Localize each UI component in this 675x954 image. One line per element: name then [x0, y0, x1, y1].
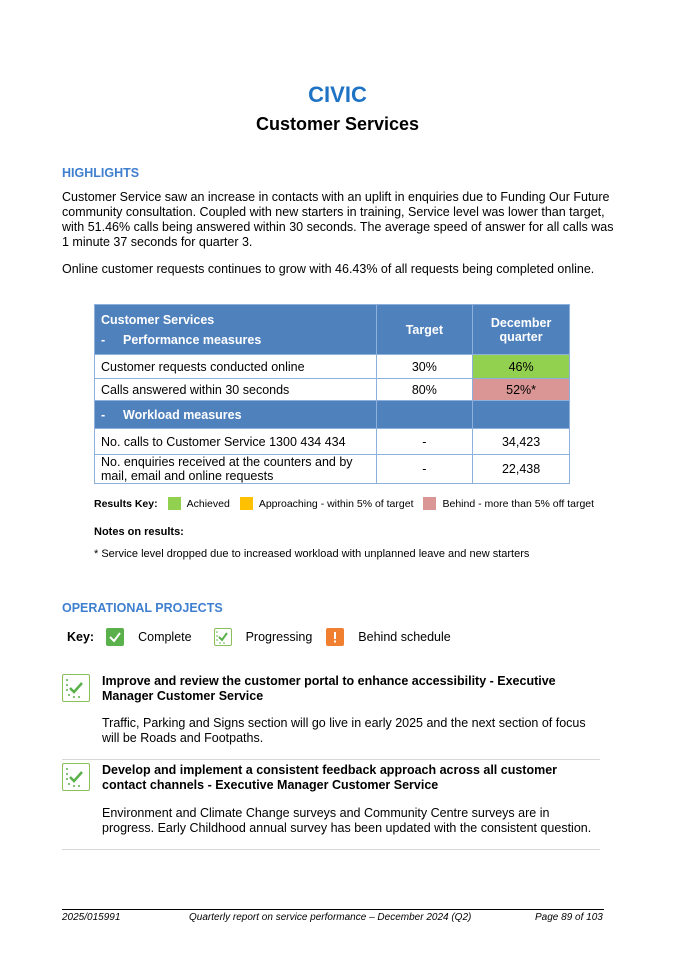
notes-title: Notes on results: [94, 526, 184, 538]
measure-cell: Calls answered within 30 seconds [95, 379, 377, 401]
value-cell-achieved: 46% [473, 355, 570, 379]
table-header-target: Target [376, 305, 473, 355]
page-subtitle: Customer Services [255, 114, 420, 134]
header-dash: - [101, 332, 106, 347]
value-cell-behind: 52%* [473, 379, 570, 401]
footer-page-number: Page 89 of 103 [535, 912, 603, 923]
operational-key [67, 628, 451, 646]
achieved-label: Achieved [186, 497, 230, 510]
divider [62, 759, 600, 760]
behind-schedule-label: Behind schedule [358, 630, 451, 644]
header-performance-measures: Performance measures [123, 332, 262, 347]
progressing-label: Progressing [245, 630, 313, 644]
table-row [95, 355, 570, 379]
workload-header-empty [376, 401, 473, 429]
header-customer-services: Customer Services [101, 312, 215, 327]
table-row [95, 429, 570, 455]
project-text: Traffic, Parking and Signs section will go live in early 2025 and the next section of focus will be Roads and Footpaths. [102, 716, 586, 745]
behind-label: Behind - more than 5% off target [442, 497, 595, 510]
project-title: Develop and implement a consistent feedback approach across all customer contact channels - Executive Manager Customer Service [102, 763, 558, 792]
workload-dash: - [101, 407, 106, 422]
approaching-label: Approaching - within 5% of target [258, 497, 414, 510]
workload-label: Workload measures [123, 407, 242, 422]
measure-cell: No. enquiries received at the counters and by mail, email and online requests [95, 455, 377, 484]
highlights-paragraph-1: Customer Service saw an increase in contacts with an uplift in enquiries due to Funding Our Future community consultation. Coupled with new starters in training, Service level was lower than target, with 51.46% calls being answered within 30 seconds. The average speed of answer for all calls was 1 minute 37 seconds for quarter 3. [62, 190, 614, 249]
target-cell: 80% [376, 379, 473, 401]
page-title: CIVIC [308, 82, 367, 107]
operational-heading: OPERATIONAL PROJECTS [62, 601, 223, 615]
progressing-icon [62, 674, 90, 702]
behind-swatch [423, 497, 436, 510]
results-key-label: Results Key: [94, 497, 158, 510]
complete-icon [106, 628, 124, 646]
complete-label: Complete [138, 630, 192, 644]
target-cell: - [376, 455, 473, 484]
footer-report-title: Quarterly report on service performance – December 2024 (Q2) [189, 912, 472, 923]
footer-ref: 2025/015991 [62, 912, 121, 923]
value-cell: 34,423 [473, 429, 570, 455]
approaching-swatch [240, 497, 253, 510]
target-cell: - [376, 429, 473, 455]
highlights-heading: HIGHLIGHTS [62, 166, 140, 180]
highlights-paragraph-2: Online customer requests continues to grow with 46.43% of all requests being completed online. [62, 262, 595, 276]
measure-cell: No. calls to Customer Service 1300 434 434 [95, 429, 377, 455]
value-cell: 22,438 [473, 455, 570, 484]
project-text: Environment and Climate Change surveys and Community Centre surveys are in progress. Early Childhood annual survey has been updated with the consistent question. [102, 806, 592, 835]
behind-schedule-icon [326, 628, 344, 646]
measure-cell: Customer requests conducted online [95, 355, 377, 379]
achieved-swatch [168, 497, 181, 510]
workload-header [95, 401, 377, 429]
table-row [95, 379, 570, 401]
results-key [94, 497, 594, 510]
table-header-measures [95, 305, 377, 355]
progressing-icon [62, 763, 90, 791]
table-row [95, 455, 570, 484]
table-header-quarter: December quarter [473, 305, 570, 355]
target-cell: 30% [376, 355, 473, 379]
workload-header-row [95, 401, 570, 429]
progressing-icon [214, 628, 232, 646]
key-label: Key: [67, 630, 95, 644]
footer-divider [62, 909, 604, 910]
table-header-row [95, 305, 570, 355]
workload-header-empty [473, 401, 570, 429]
performance-table [94, 304, 570, 484]
divider [62, 849, 600, 850]
project-title: Improve and review the customer portal to enhance accessibility - Executive Manager Customer Service [102, 674, 556, 703]
notes-text: * Service level dropped due to increased workload with unplanned leave and new starters [94, 548, 530, 560]
